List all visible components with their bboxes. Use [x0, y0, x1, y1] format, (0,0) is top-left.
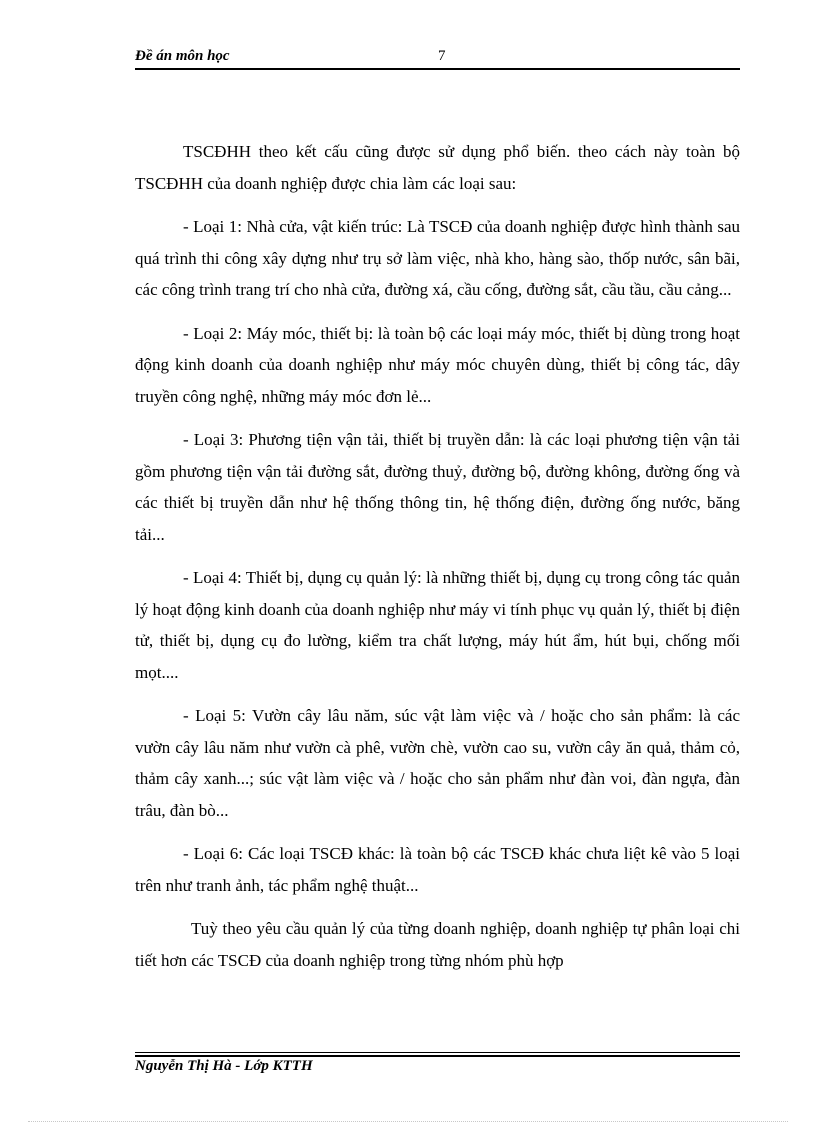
- document-body: [135, 136, 740, 988]
- paragraph-loai-3: - Loại 3: Phương tiện vận tải, thiết bị truyền dẫn: là các loại phương tiện vận tải gồm phương tiện vận tải đường sắt, đường thuỷ, đường bộ, đường không, đường ống và các thiết bị truyền dẫn như hệ thống thông tin, hệ thống điện, đường ống nước, băng tải...: [135, 430, 740, 544]
- page-header: [135, 48, 740, 70]
- paragraph-loai-6: - Loại 6: Các loại TSCĐ khác: là toàn bộ các TSCĐ khác chưa liệt kê vào 5 loại trên như tranh ảnh, tác phẩm nghệ thuật...: [135, 844, 740, 895]
- paragraph-intro: TSCĐHH theo kết cấu cũng được sử dụng phổ biến. theo cách này toàn bộ TSCĐHH của doanh nghiệp được chia làm các loại sau:: [135, 142, 740, 193]
- paragraph-loai-4: - Loại 4: Thiết bị, dụng cụ quản lý: là những thiết bị, dụng cụ trong công tác quản lý hoạt động kinh doanh của doanh nghiệp như máy vi tính phục vụ quản lý, thiết bị điện tử, thiết bị, dụng cụ đo lường, kiểm tra chất lượng, máy hút ẩm, hút bụi, chống mối mọt....: [135, 568, 740, 682]
- paragraph-loai-5: - Loại 5: Vườn cây lâu năm, súc vật làm việc và / hoặc cho sản phẩm: là các vườn cây lâu năm như vườn cà phê, vườn chè, vườn cao su, vườn cây ăn quả, thảm cỏ, thảm cây xanh...; súc vật làm việc và / hoặc cho sản phẩm như đàn voi, đàn ngựa, đàn trâu, đàn bò...: [135, 706, 740, 820]
- page-number: 7: [438, 48, 446, 64]
- header-divider: [135, 68, 740, 70]
- page-edge: [28, 1121, 788, 1122]
- footer-author: Nguyễn Thị Hà - Lớp KTTH: [135, 1058, 313, 1074]
- document-title: Đề án môn học: [135, 48, 230, 64]
- footer-divider-thick: [135, 1055, 740, 1057]
- paragraph-loai-2: - Loại 2: Máy móc, thiết bị: là toàn bộ các loại máy móc, thiết bị dùng trong hoạt động kinh doanh của doanh nghiệp như máy móc chuyên dùng, thiết bị công tác, dây truyền công nghệ, những máy móc đơn lẻ...: [135, 323, 740, 406]
- paragraph-loai-1: - Loại 1: Nhà cửa, vật kiến trúc: Là TSCĐ của doanh nghiệp được hình thành sau quá trình thi công xây dựng như trụ sở làm việc, nhà kho, hàng sào, thốp nước, sân bãi, các công trình trang trí cho nhà cửa, đường xá, cầu cống, đường sắt, cầu tầu, cầu cảng...: [135, 217, 740, 299]
- paragraph-closing: Tuỳ theo yêu cầu quản lý của từng doanh nghiệp, doanh nghiệp tự phân loại chi tiết hơn các TSCĐ của doanh nghiệp trong từng nhóm phù hợp: [135, 919, 740, 970]
- footer-divider-thin: [135, 1052, 740, 1053]
